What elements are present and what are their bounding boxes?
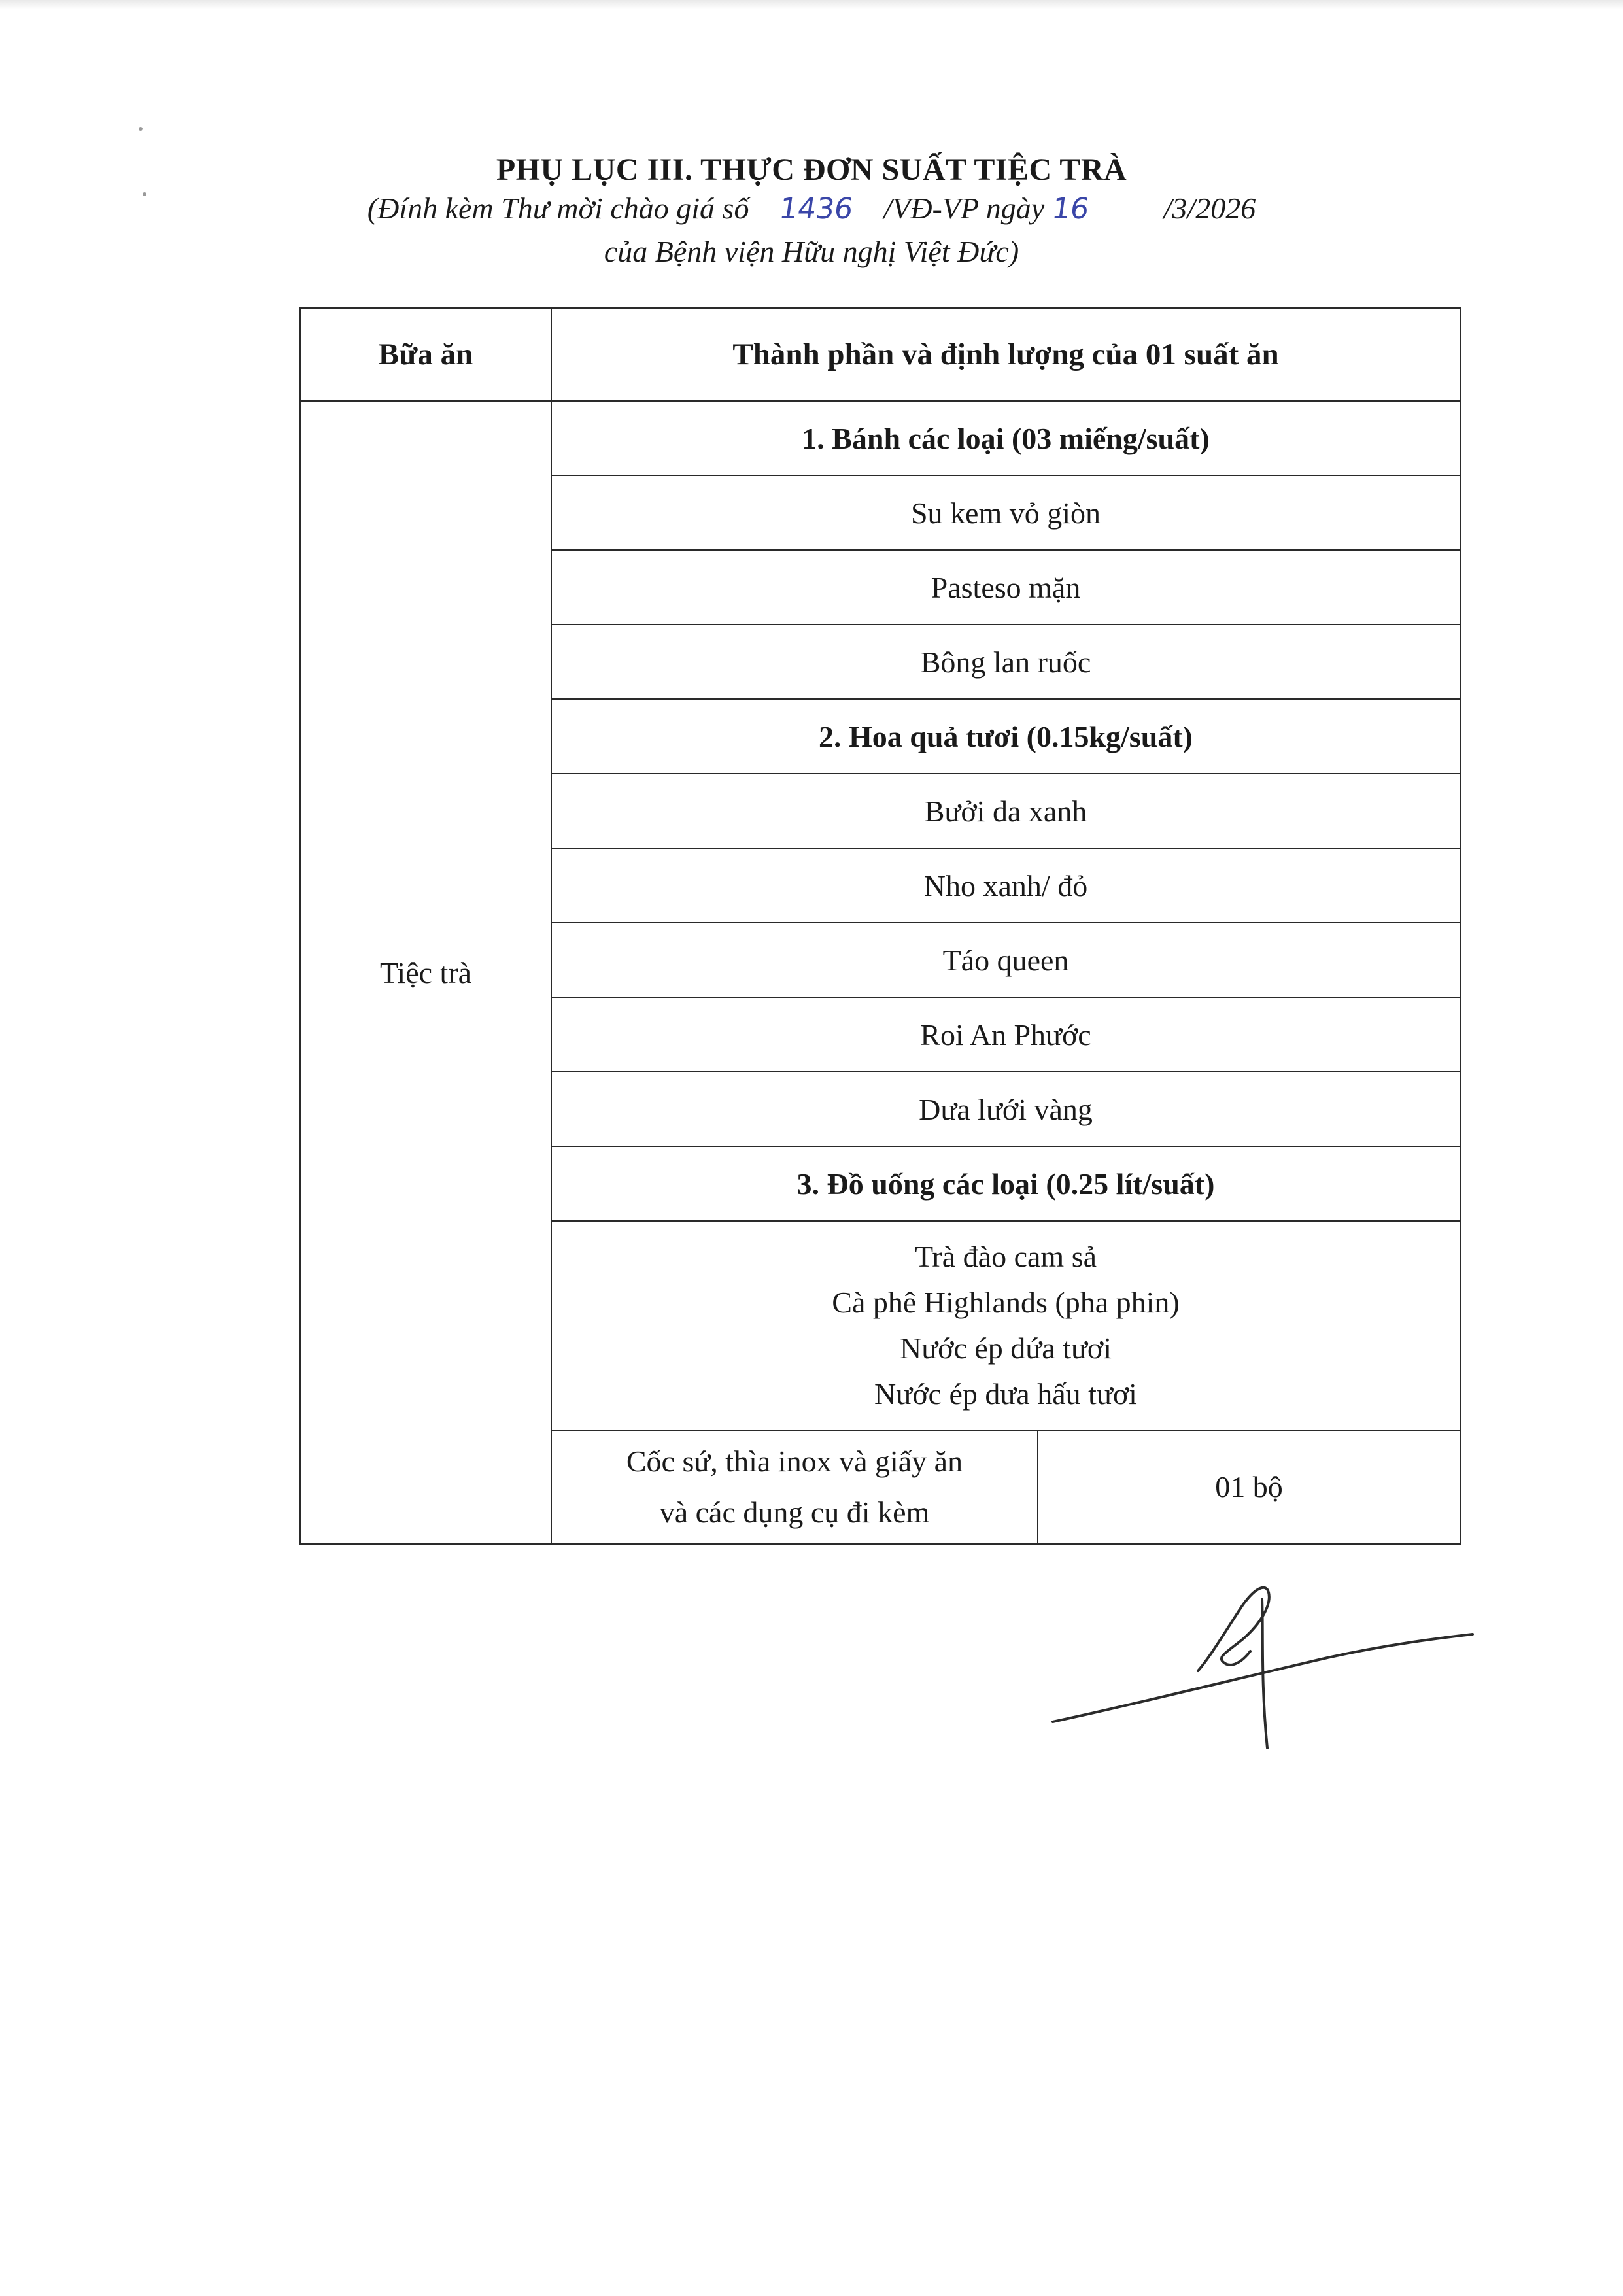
scan-top-edge: [0, 0, 1623, 9]
header-components: Thành phần và định lượng của 01 suất ăn: [551, 308, 1460, 401]
document-subtitle: [0, 191, 1623, 226]
menu-item: Bưởi da xanh: [551, 774, 1460, 848]
section-heading-3: 3. Đồ uống các loại (0.25 lít/suất): [551, 1146, 1460, 1221]
document-subtitle-line2: của Bệnh viện Hữu nghị Việt Đức): [604, 235, 1019, 268]
menu-item: Roi An Phước: [551, 997, 1460, 1072]
drink-item: Nước ép dưa hấu tươi: [874, 1377, 1137, 1411]
drink-item: Nước ép dứa tươi: [900, 1331, 1112, 1365]
menu-item: Su kem vỏ giòn: [551, 475, 1460, 550]
menu-item: Pasteso mặn: [551, 550, 1460, 625]
subtitle-suffix: /3/2026: [1163, 192, 1256, 225]
document-title: PHỤ LỤC III. THỰC ĐƠN SUẤT TIỆC TRÀ: [496, 152, 1127, 187]
handwritten-signature: [1046, 1579, 1478, 1756]
meal-name-cell: Tiệc trà: [300, 401, 551, 1544]
utensils-line: Cốc sứ, thìa inox và giấy ăn: [626, 1445, 963, 1478]
utensils-line: và các dụng cụ đi kèm: [659, 1496, 930, 1529]
section-heading-2: 2. Hoa quả tươi (0.15kg/suất): [551, 699, 1460, 774]
menu-item: Táo queen: [551, 923, 1460, 997]
table-header-row: [300, 308, 1460, 401]
drink-item: Cà phê Highlands (pha phin): [832, 1286, 1180, 1319]
table-row: [300, 401, 1460, 475]
section-heading-1: 1. Bánh các loại (03 miếng/suất): [551, 401, 1460, 475]
menu-item: Dưa lưới vàng: [551, 1072, 1460, 1146]
menu-item: Nho xanh/ đỏ: [551, 848, 1460, 923]
utensils-quantity: 01 bộ: [1038, 1430, 1460, 1544]
handwritten-number: 1436: [777, 192, 856, 226]
menu-table: [299, 307, 1461, 1545]
subtitle-middle: /VĐ-VP ngày: [883, 192, 1045, 225]
drinks-cell: [551, 1221, 1460, 1430]
subtitle-prefix: (Đính kèm Thư mời chào giá số: [367, 192, 749, 225]
menu-item: Bông lan ruốc: [551, 625, 1460, 699]
scan-speck: [139, 127, 143, 131]
drink-item: Trà đào cam sả: [914, 1240, 1097, 1273]
utensils-cell: [551, 1430, 1038, 1544]
header-meal: Bữa ăn: [300, 308, 551, 401]
handwritten-day: 16: [1050, 192, 1091, 226]
